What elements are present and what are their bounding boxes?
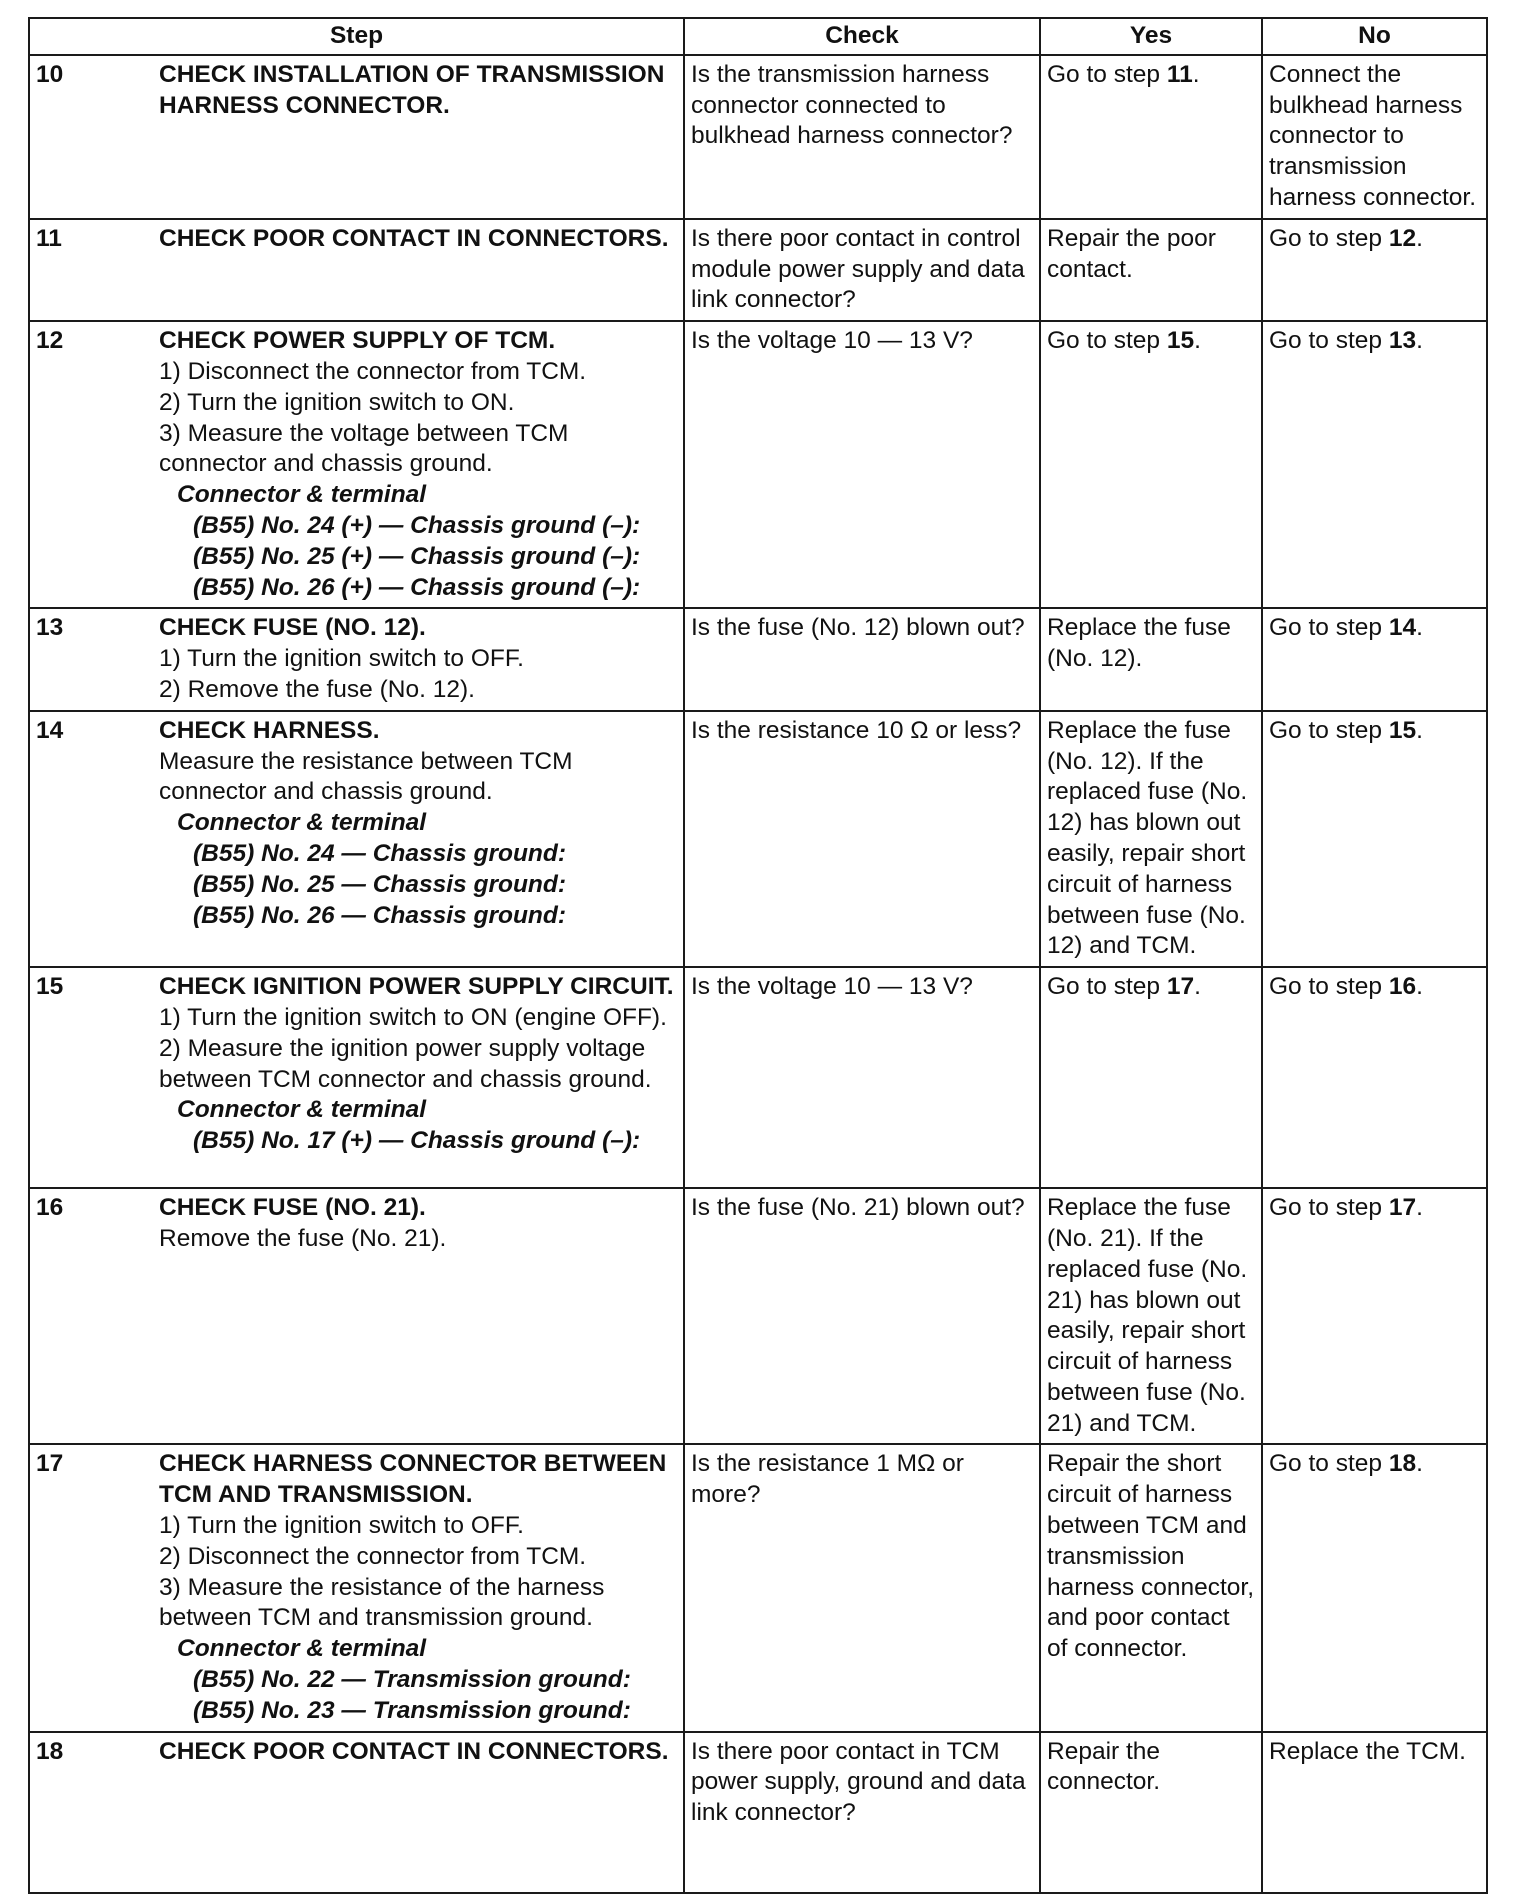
check-cell: Is the resistance 1 MΩ or more?	[684, 1444, 1040, 1731]
step-instruction: 2) Remove the fuse (No. 12).	[159, 675, 475, 703]
table-row	[29, 711, 1487, 967]
yes-cell: Repair the connector.	[1040, 1732, 1262, 1893]
yes-cell	[1040, 967, 1262, 1188]
no-text: Go to step	[1269, 614, 1389, 642]
no-suffix: .	[1416, 327, 1423, 355]
connector-terminal-label: Connector & terminal	[177, 809, 427, 837]
check-cell: Is the transmission harness connector connected to bulkhead harness connector?	[684, 55, 1040, 219]
no-step-link: 18	[1388, 1450, 1417, 1478]
table-row	[29, 1732, 1487, 1893]
step-instruction: 2) Disconnect the connector from TCM.	[159, 1542, 587, 1570]
no-suffix: .	[1416, 224, 1423, 252]
step-instruction: Measure the resistance between TCM connector and chassis ground.	[159, 747, 573, 806]
step-number: 13	[29, 608, 153, 710]
step-title: CHECK POWER SUPPLY OF TCM.	[159, 327, 556, 355]
check-cell: Is the fuse (No. 21) blown out?	[684, 1188, 1040, 1444]
step-cell	[153, 1188, 684, 1444]
step-cell	[153, 1444, 684, 1731]
step-cell	[153, 55, 684, 219]
terminal-spec: (B55) No. 26 — Chassis ground:	[193, 901, 567, 929]
no-text: Go to step	[1269, 973, 1389, 1001]
no-text: Go to step	[1269, 1450, 1389, 1478]
no-step-link: 17	[1388, 1194, 1417, 1222]
step-cell	[153, 219, 684, 321]
step-number: 11	[29, 219, 153, 321]
check-cell: Is there poor contact in TCM power supply, ground and data link connector?	[684, 1732, 1040, 1893]
yes-step-link: 15	[1166, 327, 1195, 355]
no-cell	[1262, 1188, 1487, 1444]
terminal-spec: (B55) No. 25 (+) — Chassis ground (–):	[193, 542, 641, 570]
yes-text: Go to step	[1047, 60, 1167, 88]
table-row	[29, 1188, 1487, 1444]
step-cell	[153, 321, 684, 608]
step-number: 12	[29, 321, 153, 608]
step-title: CHECK INSTALLATION OF TRANSMISSION HARNESS CONNECTOR.	[159, 60, 665, 119]
header-step: Step	[29, 18, 684, 55]
yes-cell: Repair the poor contact.	[1040, 219, 1262, 321]
yes-suffix: .	[1192, 60, 1200, 88]
step-instruction: 1) Turn the ignition switch to OFF.	[159, 1512, 524, 1540]
yes-cell	[1040, 321, 1262, 608]
step-instruction: 1) Turn the ignition switch to ON (engine OFF).	[159, 1003, 667, 1031]
table-row	[29, 1444, 1487, 1731]
step-instruction: Remove the fuse (No. 21).	[159, 1224, 447, 1252]
no-text: Go to step	[1269, 716, 1389, 744]
connector-terminal-label: Connector & terminal	[177, 481, 427, 509]
step-title: CHECK FUSE (NO. 21).	[159, 1194, 426, 1222]
no-suffix: .	[1416, 1194, 1423, 1222]
table-row	[29, 608, 1487, 710]
step-number: 16	[29, 1188, 153, 1444]
connector-terminal-label: Connector & terminal	[177, 1096, 427, 1124]
step-title: CHECK IGNITION POWER SUPPLY CIRCUIT.	[159, 973, 674, 1001]
diagnostic-procedure-table	[28, 17, 1488, 1894]
no-step-link: 16	[1388, 973, 1417, 1001]
yes-text: Go to step	[1047, 327, 1167, 355]
no-cell: Replace the TCM.	[1262, 1732, 1487, 1893]
no-text: Go to step	[1269, 1194, 1389, 1222]
no-suffix: .	[1416, 716, 1423, 744]
check-cell: Is the resistance 10 Ω or less?	[684, 711, 1040, 967]
no-step-link: 14	[1388, 614, 1417, 642]
yes-suffix: .	[1194, 973, 1201, 1001]
terminal-spec: (B55) No. 24 — Chassis ground:	[193, 839, 567, 867]
terminal-spec: (B55) No. 25 — Chassis ground:	[193, 870, 567, 898]
step-cell	[153, 967, 684, 1188]
header-no: No	[1262, 18, 1487, 55]
step-title: CHECK HARNESS.	[159, 716, 380, 744]
no-suffix: .	[1416, 614, 1423, 642]
yes-suffix: .	[1194, 327, 1201, 355]
terminal-spec: (B55) No. 24 (+) — Chassis ground (–):	[193, 511, 641, 539]
step-instruction: 2) Turn the ignition switch to ON.	[159, 388, 515, 416]
table-row	[29, 219, 1487, 321]
yes-cell	[1040, 55, 1262, 219]
step-number: 10	[29, 55, 153, 219]
table-row	[29, 967, 1487, 1188]
no-cell	[1262, 608, 1487, 710]
step-instruction: 2) Measure the ignition power supply voltage between TCM connector and chassis ground.	[159, 1034, 652, 1093]
check-cell: Is there poor contact in control module power supply and data link connector?	[684, 219, 1040, 321]
step-number: 14	[29, 711, 153, 967]
step-instruction: 1) Disconnect the connector from TCM.	[159, 357, 587, 385]
no-suffix: .	[1416, 973, 1423, 1001]
header-row	[29, 18, 1487, 55]
check-cell: Is the fuse (No. 12) blown out?	[684, 608, 1040, 710]
no-cell	[1262, 967, 1487, 1188]
no-suffix: .	[1416, 1450, 1423, 1478]
step-title: CHECK HARNESS CONNECTOR BETWEEN TCM AND TRANSMISSION.	[159, 1450, 667, 1509]
yes-step-link: 17	[1166, 973, 1195, 1001]
yes-cell: Replace the fuse (No. 12). If the replaced fuse (No. 12) has blown out easily, repair short circuit of harness between fuse (No. 12) and TCM.	[1040, 711, 1262, 967]
no-cell	[1262, 711, 1487, 967]
check-cell: Is the voltage 10 — 13 V?	[684, 321, 1040, 608]
yes-cell: Repair the short circuit of harness between TCM and transmission harness connector, and poor contact of connector.	[1040, 1444, 1262, 1731]
step-number: 17	[29, 1444, 153, 1731]
step-instruction: 3) Measure the voltage between TCM connector and chassis ground.	[159, 419, 569, 478]
yes-cell: Replace the fuse (No. 12).	[1040, 608, 1262, 710]
no-cell	[1262, 219, 1487, 321]
step-instruction: 1) Turn the ignition switch to OFF.	[159, 645, 524, 673]
no-text: Go to step	[1269, 224, 1389, 252]
no-cell: Connect the bulkhead harness connector to transmission harness connector.	[1262, 55, 1487, 219]
yes-step-link: 11	[1166, 60, 1193, 88]
no-text: Go to step	[1269, 327, 1389, 355]
step-cell	[153, 1732, 684, 1893]
step-title: CHECK FUSE (NO. 12).	[159, 614, 426, 642]
terminal-spec: (B55) No. 26 (+) — Chassis ground (–):	[193, 573, 641, 601]
step-number: 15	[29, 967, 153, 1188]
yes-cell: Replace the fuse (No. 21). If the replaced fuse (No. 21) has blown out easily, repair short circuit of harness between fuse (No. 21) and TCM.	[1040, 1188, 1262, 1444]
step-title: CHECK POOR CONTACT IN CONNECTORS.	[159, 224, 669, 252]
table-row	[29, 55, 1487, 219]
terminal-spec: (B55) No. 22 — Transmission ground:	[193, 1666, 631, 1694]
step-cell	[153, 711, 684, 967]
no-step-link: 15	[1388, 716, 1417, 744]
step-number: 18	[29, 1732, 153, 1893]
step-instruction: 3) Measure the resistance of the harness between TCM and transmission ground.	[159, 1573, 605, 1632]
header-check: Check	[684, 18, 1040, 55]
header-yes: Yes	[1040, 18, 1262, 55]
no-step-link: 12	[1388, 224, 1417, 252]
step-title: CHECK POOR CONTACT IN CONNECTORS.	[159, 1737, 669, 1765]
check-cell: Is the voltage 10 — 13 V?	[684, 967, 1040, 1188]
no-step-link: 13	[1388, 327, 1417, 355]
no-cell	[1262, 321, 1487, 608]
step-cell	[153, 608, 684, 710]
terminal-spec: (B55) No. 23 — Transmission ground:	[193, 1696, 631, 1724]
no-cell	[1262, 1444, 1487, 1731]
yes-text: Go to step	[1047, 973, 1167, 1001]
terminal-spec: (B55) No. 17 (+) — Chassis ground (–):	[193, 1127, 641, 1155]
table-row	[29, 321, 1487, 608]
connector-terminal-label: Connector & terminal	[177, 1635, 427, 1663]
